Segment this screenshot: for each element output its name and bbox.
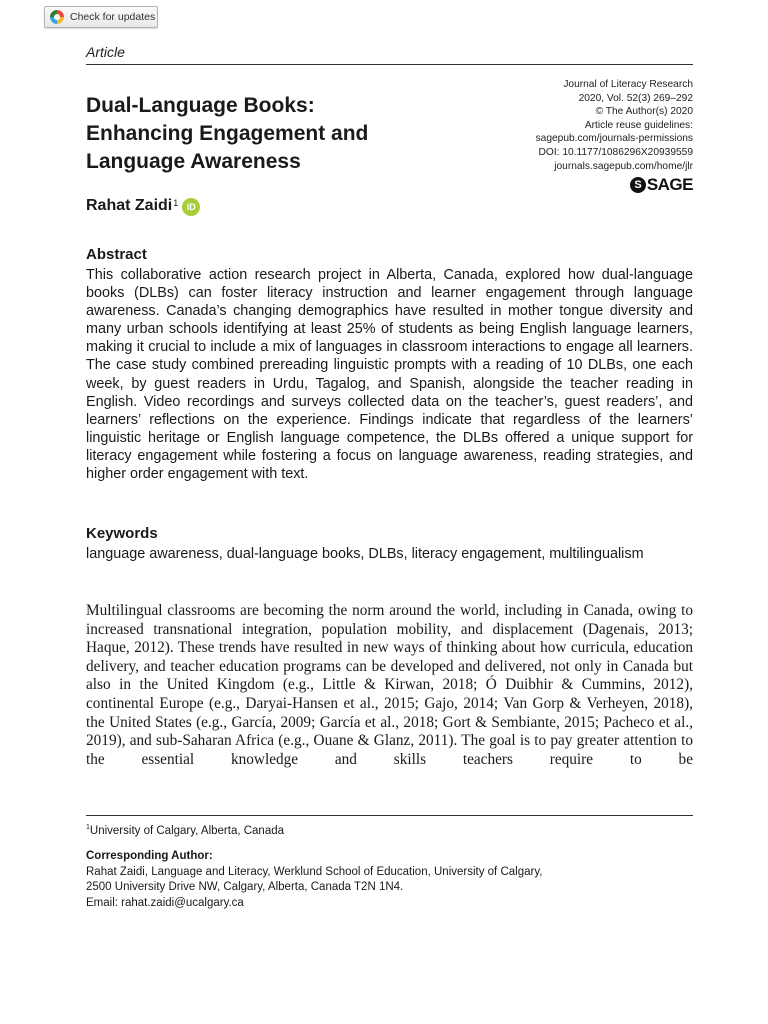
abstract-heading: Abstract: [86, 246, 147, 263]
sage-logo-text: SAGE: [646, 175, 693, 194]
journal-volume: 2020, Vol. 52(3) 269–292: [578, 92, 693, 104]
abstract-body: This collaborative action research project in Alberta, Canada, explored how dual-language books (DLBs) can foster literacy instruction and learner engagement through language awareness. Canada’s changing demographics have resulted in mother tongue diversity and many urban schools identifying at least 25% of students as being English language learners, making it crucial to include a mix of languages in classroom interactions to engage all learners. The case study combined prereading linguistic prompts with a reading of 10 DLBs, one each week, by guest readers in Urdu, Tagalog, and Spanish, alongside the teacher reading in English. Video recordings and surveys collected data on the teacher’s, guest readers’, and learners’ reflections on the experience. Findings indicate that regardless of the learners’ linguistic heritage or English language competence, the DLBs offered a unique support for literacy engagement while fostering a focus on language awareness, reading strategies, and higher order engagement with text.: [86, 267, 693, 483]
main-body-text: Multilingual classrooms are becoming the norm around the world, including in Canada, owing to increased transnational integration, population mobility, and displacement (Dagenais, 2013; Haque, 2012). These trends have resulted in new ways of thinking about how curricula, education delivery, and teacher education programs can be developed and delivered, not only in Canada but also in the United Kingdom (e.g., Little & Kirwan, 2018; Ó Duibhir & Cummins, 2012), continental Europe (e.g., Daryai-Hansen et al., 2015; Gajo, 2014; Van Gorp & Verheyen, 2018), the United States (e.g., García, 2009; García et al., 2018; Gort & Sembiante, 2015; Pacheco et al., 2019), and sub-Saharan Africa (e.g., Ouane & Glanz, 2011). The goal is to pay greater attention to the essential knowledge and skills teachers require to be: [86, 602, 693, 768]
journal-meta: [453, 78, 693, 173]
check-for-updates-label: Check for updates: [70, 11, 156, 23]
title-line: Enhancing Engagement and: [86, 122, 369, 145]
affiliation-text: University of Calgary, Alberta, Canada: [89, 824, 285, 837]
journal-home-link[interactable]: journals.sagepub.com/home/jlr: [554, 160, 693, 172]
header-divider: [86, 64, 693, 65]
keywords-body: language awareness, dual-language books, DLBs, literacy engagement, multilingualism: [86, 546, 644, 562]
sage-logo-icon: S: [630, 177, 646, 193]
corresponding-author-heading: Corresponding Author:: [86, 850, 213, 862]
author-line: [86, 197, 200, 216]
sage-logo: [630, 175, 693, 195]
copyright: © The Author(s) 2020: [595, 106, 693, 118]
footnote-divider: [86, 815, 693, 816]
journal-name: Journal of Literacy Research: [563, 79, 693, 90]
keywords-heading: Keywords: [86, 525, 158, 542]
title-line: Dual-Language Books:: [86, 94, 315, 117]
crossmark-icon: [50, 10, 64, 24]
check-for-updates-button[interactable]: [44, 6, 158, 28]
permissions-link[interactable]: sagepub.com/journals-permissions: [535, 133, 693, 145]
article-type-label: Article: [86, 44, 125, 60]
corresponding-author-details: [86, 865, 542, 911]
corresponding-address-line: Rahat Zaidi, Language and Literacy, Werklund School of Education, University of Calgary,: [86, 866, 543, 878]
corresponding-email[interactable]: Email: rahat.zaidi@ucalgary.ca: [86, 896, 244, 909]
affiliation-mark: 1: [86, 824, 90, 831]
author-name: Rahat Zaidi: [86, 197, 173, 214]
article-title: [86, 92, 446, 176]
reuse-guidelines-label: Article reuse guidelines:: [584, 119, 693, 131]
affiliation-footnote: [86, 824, 284, 837]
title-line: Language Awareness: [86, 150, 301, 173]
orcid-icon[interactable]: iD: [182, 198, 200, 216]
corresponding-address-line: 2500 University Drive NW, Calgary, Alberta, Canada T2N 1N4.: [86, 881, 404, 894]
author-affiliation-mark: 1: [173, 198, 179, 208]
doi[interactable]: DOI: 10.1177/1086296X20939559: [538, 146, 693, 158]
